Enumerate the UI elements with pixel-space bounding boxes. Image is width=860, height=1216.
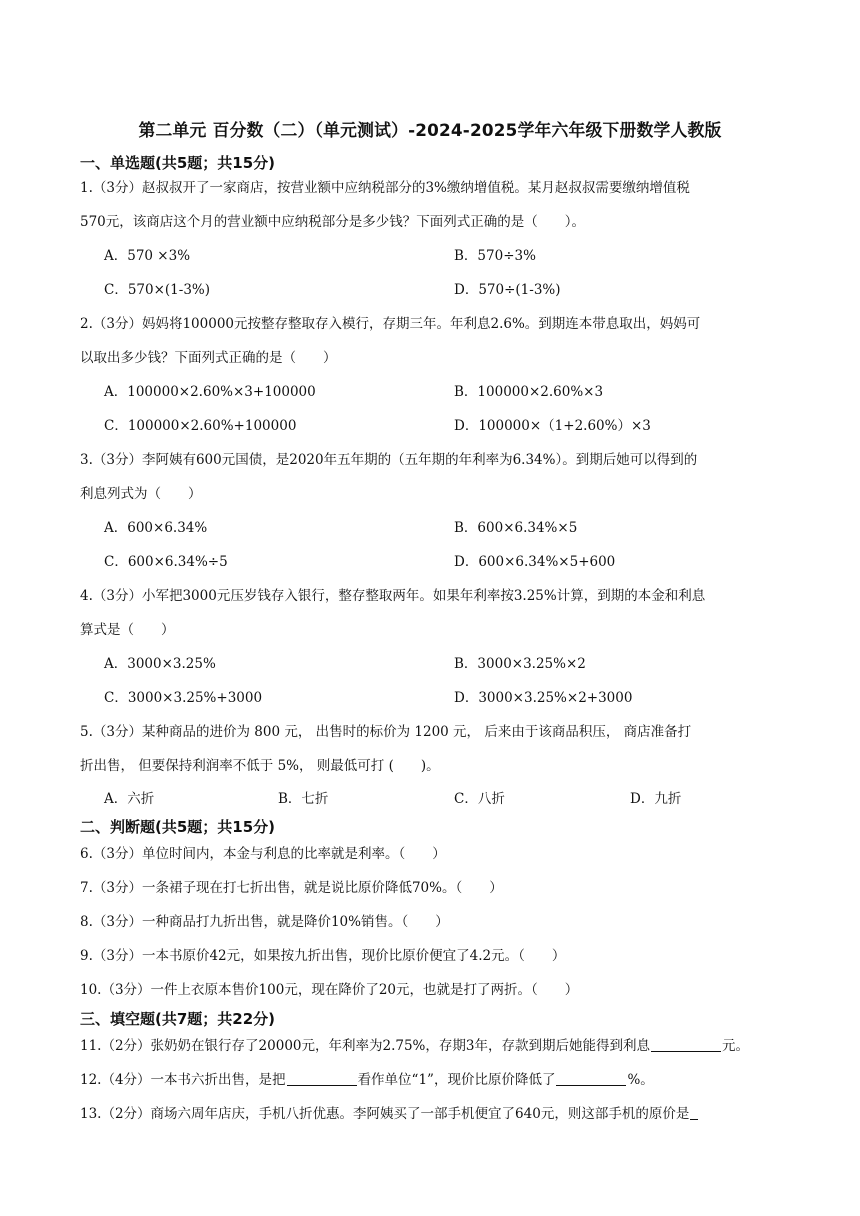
question-1-option-a: A．570 ×3% [104, 248, 191, 264]
question-5-text-cont: 折出售， 但要保持利润率不低于 5%， 则最低可打 ( )。 [80, 758, 440, 774]
question-3-option-c: C．600×6.34%÷5 [104, 554, 228, 570]
question-13-prefix: 13.（2分）商场六周年店庆，手机八折优惠。李阿姨买了一部手机便宜了640元，则这部手机的原价是 [80, 1106, 690, 1122]
question-5-text: 5.（3分）某种商品的进价为 800 元， 出售时的标价为 1200 元， 后来由于该商品积压， 商店准备打 [80, 724, 692, 740]
question-5-option-c: C．八折 [454, 791, 505, 807]
question-3-option-a: A．600×6.34% [104, 520, 208, 536]
question-10-text: 10.（3分）一件上衣原本售价100元，现在降价了20元，也就是打了两折。（ ） [80, 982, 579, 998]
question-5-option-d: D．九折 [630, 791, 682, 807]
section-heading-fill-in: 三、填空题(共7题；共22分) [80, 1010, 276, 1028]
question-6-text: 6.（3分）单位时间内，本金与利息的比率就是利率。（ ） [80, 846, 446, 862]
question-7-text: 7.（3分）一条裙子现在打七折出售，就是说比原价降低70%。（ ） [80, 880, 503, 896]
question-2-text-cont: 以取出多少钱？下面列式正确的是（ ） [80, 350, 337, 366]
question-11-text [80, 1036, 749, 1056]
question-4-option-b: B．3000×3.25%×2 [454, 656, 586, 672]
question-2-option-d: D．100000×（1+2.60%）×3 [454, 418, 651, 434]
question-12-prefix: 12.（4分）一本书六折出售，是把 [80, 1072, 286, 1088]
question-3-text-cont: 利息列式为（ ） [80, 486, 202, 502]
question-2-option-a: A．100000×2.60%×3+100000 [104, 384, 316, 400]
answer-blank[interactable] [556, 1071, 626, 1086]
document-title: 第二单元 百分数（二）（单元测试）-2024-2025学年六年级下册数学人教版 [138, 121, 722, 141]
question-12-middle: 看作单位“1”，现价比原价降低了 [357, 1072, 556, 1088]
question-1-option-b: B．570÷3% [454, 248, 536, 264]
question-3-option-d: D．600×6.34%×5+600 [454, 554, 616, 570]
question-3-option-b: B．600×6.34%×5 [454, 520, 578, 536]
question-1-option-c: C．570×(1-3%) [104, 282, 211, 298]
question-12-text [80, 1070, 654, 1090]
question-12-suffix: %。 [627, 1072, 654, 1088]
question-2-option-b: B．100000×2.60%×3 [454, 384, 604, 400]
question-1-text-cont: 570元，该商店这个月的营业额中应纳税部分是多少钱？下面列式正确的是（ ）。 [80, 214, 586, 230]
question-1-text: 1.（3分）赵叔叔开了一家商店，按营业额中应纳税部分的3%缴纳增值税。某月赵叔叔需要缴纳增值税 [80, 180, 690, 196]
question-2-text: 2.（3分）妈妈将100000元按整存整取存入模行，存期三年。年利息2.6%。到期连本带息取出，妈妈可 [80, 316, 701, 332]
question-11-suffix: 元。 [721, 1038, 749, 1054]
question-4-option-a: A．3000×3.25% [104, 656, 216, 672]
question-4-text: 4.（3分）小军把3000元压岁钱存入银行，整存整取两年。如果年利率按3.25%计算，到期的本金和利息 [80, 588, 706, 604]
section-heading-true-false: 二、判断题(共5题；共15分) [80, 818, 276, 836]
question-2-option-c: C．100000×2.60%+100000 [104, 418, 297, 434]
answer-blank[interactable] [651, 1037, 721, 1052]
question-9-text: 9.（3分）一本书原价42元，如果按九折出售，现价比原价便宜了4.2元。（ ） [80, 948, 566, 964]
question-13-text [80, 1104, 699, 1124]
question-4-option-d: D．3000×3.25%×2+3000 [454, 690, 633, 706]
question-4-text-cont: 算式是（ ） [80, 622, 175, 638]
question-1-option-d: D．570÷(1-3%) [454, 282, 561, 298]
answer-blank[interactable] [287, 1071, 357, 1086]
question-4-option-c: C．3000×3.25%+3000 [104, 690, 263, 706]
question-5-option-a: A．六折 [104, 791, 155, 807]
question-3-text: 3.（3分）李阿姨有600元国债，是2020年五年期的（五年期的年利率为6.34%）。到期后她可以得到的 [80, 452, 698, 468]
section-heading-single-choice: 一、单选题(共5题；共15分) [80, 154, 276, 172]
question-11-prefix: 11.（2分）张奶奶在银行存了20000元，年利率为2.75%，存期3年，存款到期后她能得到利息 [80, 1038, 650, 1054]
answer-blank[interactable] [690, 1105, 698, 1120]
question-8-text: 8.（3分）一种商品打九折出售，就是降价10%销售。（ ） [80, 914, 449, 930]
question-5-option-b: B．七折 [278, 791, 329, 807]
